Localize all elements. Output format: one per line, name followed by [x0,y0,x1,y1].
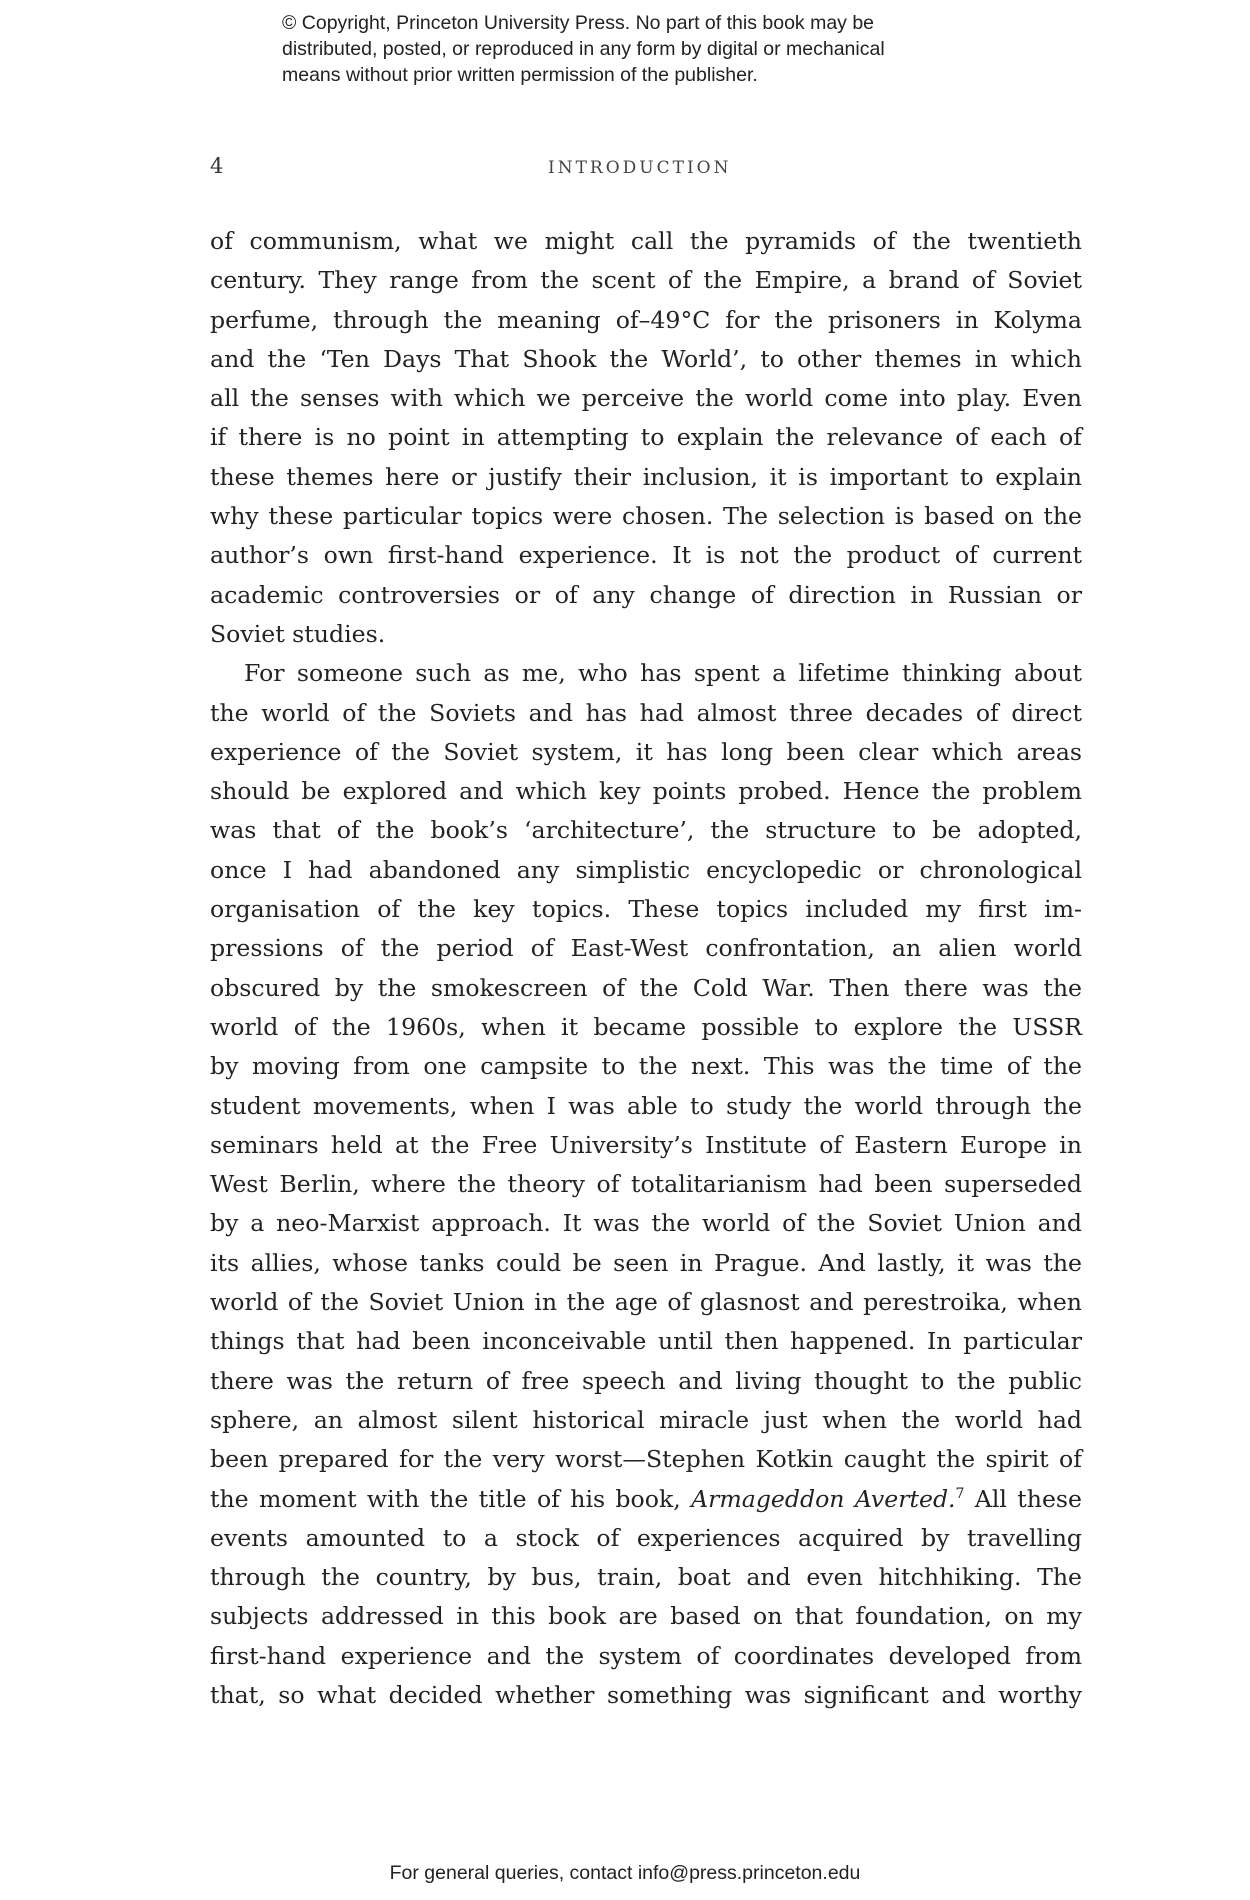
text-line: once I had abandoned any simplistic encyclopedic or chronological [210,855,1082,884]
text-line: century. They range from the scent of the Empire, a brand of Soviet [210,266,1082,295]
text-line: that, so what decided whether something was significant and worthy [210,1680,1082,1709]
text-line: why these particular topics were chosen. The selection is based on the [210,502,1082,531]
text-line: events amounted to a stock of experiences acquired by travelling [210,1523,1082,1552]
copyright-line: © Copyright, Princeton University Press. No part of this book may be [282,12,875,34]
text-line: all the senses with which we perceive the world come into play. Even [210,384,1082,413]
footer-contact: For general queries, contact info@press.princeton.edu [389,1862,861,1884]
body-text [210,222,1082,1715]
text-line: obscured by the smokescreen of the Cold War. Then there was the [210,973,1082,1002]
paragraph-start-line: For someone such as me, who has spent a lifetime thinking about [244,659,1082,688]
text-line: of communism, what we might call the pyramids of the twentieth [210,227,1082,255]
text-line: world of the Soviet Union in the age of glasnost and perestroika, when [210,1288,1082,1317]
text-line: world of the 1960s, when it became possible to explore the USSR [210,1012,1082,1041]
text-line-with-citation [210,1480,1082,1519]
footnote-marker[interactable]: 7 [955,1485,965,1502]
text-line: these themes here or justify their inclusion, it is important to explain [210,462,1082,491]
text-line: through the country, by bus, train, boat and even hitchhiking. The [210,1563,1082,1592]
section-title: INTRODUCTION [548,158,732,178]
text-line: and the ‘Ten Days That Shook the World’, to other themes in which [210,344,1082,373]
text-line: things that had been inconceivable until then happened. In particular [210,1327,1082,1356]
text-line: West Berlin, where the theory of totalitarianism had been superseded [210,1170,1082,1199]
text-line: by moving from one campsite to the next. This was the time of the [210,1052,1082,1081]
page-number: 4 [210,154,224,178]
paragraph-end-line: Soviet studies. [210,619,386,648]
text-line: the world of the Soviets and has had almost three decades of direct [210,698,1082,727]
text-line: seminars held at the Free University’s Institute of Eastern Europe in [210,1130,1082,1159]
text-line: should be explored and which key points probed. Hence the problem [210,777,1082,806]
text-line: there was the return of free speech and living thought to the public [210,1366,1082,1395]
text-line: experience of the Soviet system, it has long been clear which areas [210,737,1082,766]
text-line: been prepared for the very worst—Stephen Kotkin caught the spirit of [210,1445,1082,1474]
text-line: subjects addressed in this book are based on that foundation, on my [210,1602,1082,1631]
text-line: academic controversies or of any change of direction in Russian or [210,580,1082,609]
copyright-notice [282,10,1042,88]
text-line: first-hand experience and the system of coordinates developed from [210,1641,1082,1670]
text-line: if there is no point in attempting to explain the relevance of each of [210,423,1082,452]
text-line: sphere, an almost silent historical miracle just when the world had [210,1405,1082,1434]
text-line: pressions of the period of East-West confrontation, an alien world [210,934,1082,963]
text-fragment: All these [964,1484,1082,1513]
text-line: organisation of the key topics. These topics included my first im- [210,895,1082,924]
text-line: perfume, through the meaning of–49°C for the prisoners in Kolyma [210,305,1082,334]
text-line: student movements, when I was able to study the world through the [210,1091,1082,1120]
copyright-line: distributed, posted, or reproduced in any form by digital or mechanical [282,38,885,60]
copyright-line: means without prior written permission of the publisher. [282,64,758,86]
text-line: its allies, whose tanks could be seen in Prague. And lastly, it was the [210,1248,1082,1277]
text-line: by a neo-Marxist approach. It was the world of the Soviet Union and [210,1209,1082,1238]
book-title: Armageddon Averted. [691,1484,956,1513]
text-line: was that of the book’s ‘architecture’, the structure to be adopted, [210,816,1082,845]
text-fragment: the moment with the title of his book, [210,1484,692,1513]
text-line: author’s own first-hand experience. It is not the product of current [210,541,1082,570]
running-head [0,154,1250,184]
